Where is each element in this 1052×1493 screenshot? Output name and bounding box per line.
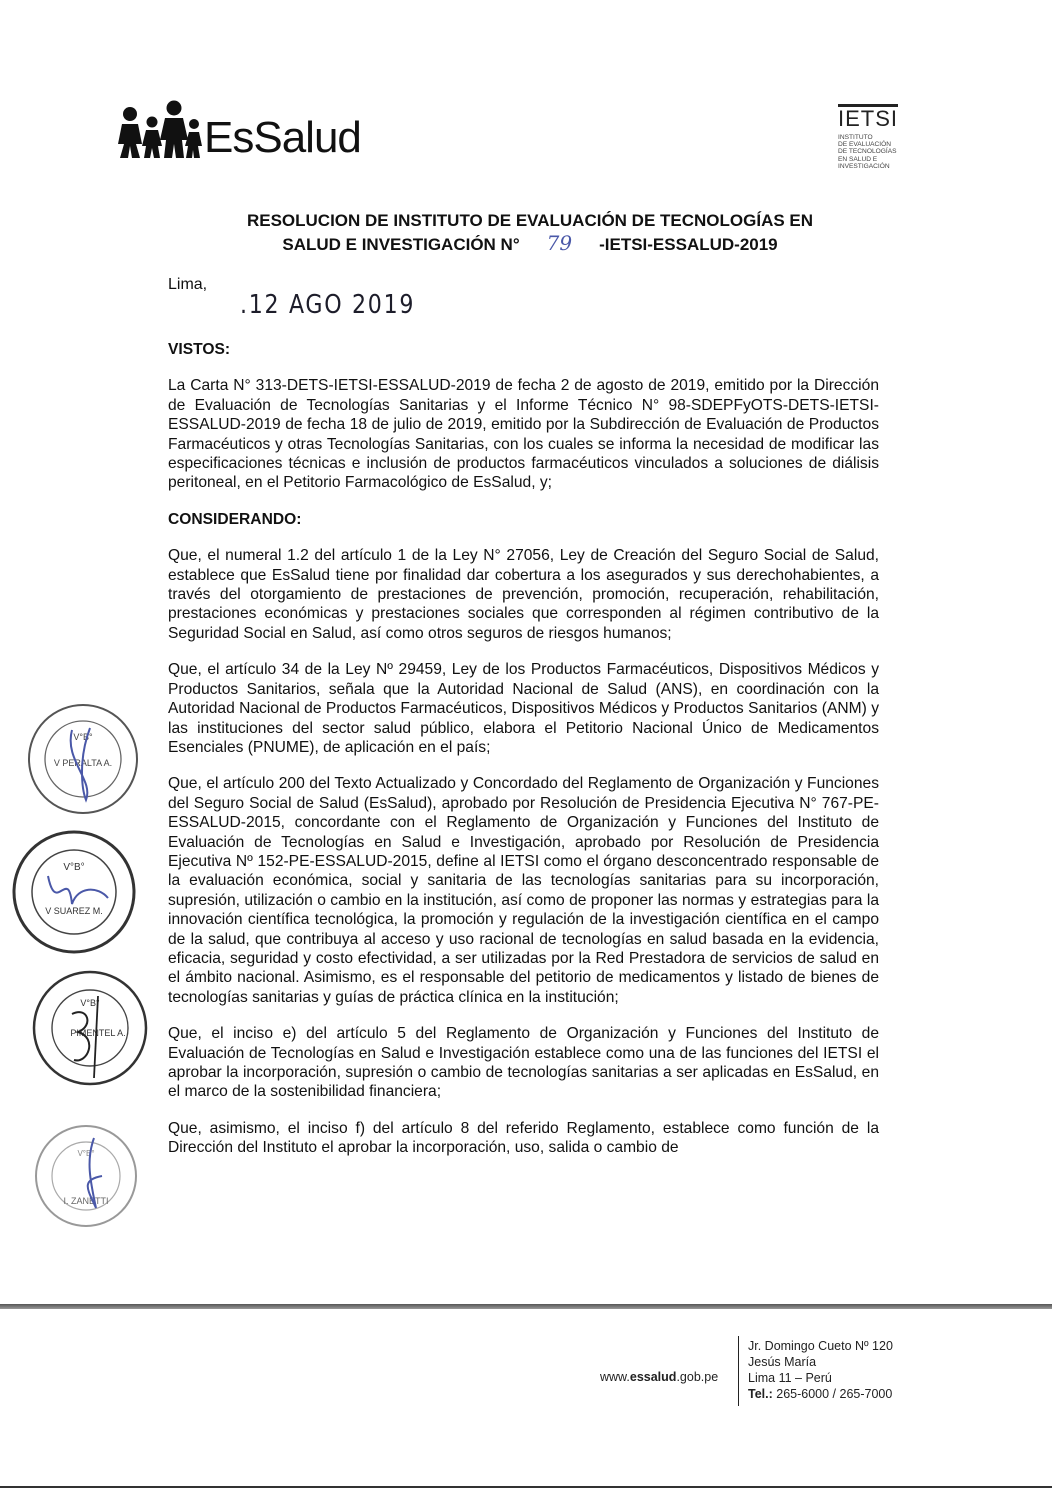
page-bottom-edge xyxy=(0,1486,1052,1488)
title-line-1: RESOLUCION DE INSTITUTO DE EVALUACIÓN DE TECNOLOGÍAS EN xyxy=(246,211,814,230)
seal-stamp-icon xyxy=(30,1120,142,1232)
title-line-2: SALUD E INVESTIGACIÓN N° 79 -IETSI-ESSALUD-2019 xyxy=(282,231,778,255)
essalud-logo xyxy=(118,100,361,160)
family-figures-icon xyxy=(118,100,202,160)
ietsi-logo xyxy=(838,104,918,170)
seal-stamp-icon xyxy=(28,966,152,1090)
svg-text:V PERALTA A.: V PERALTA A. xyxy=(53,758,113,768)
resolution-title xyxy=(120,210,940,256)
approval-seal-2 xyxy=(8,826,140,958)
seal-stamp-icon xyxy=(8,826,140,958)
footer-rule xyxy=(0,1304,1052,1309)
vistos-paragraph: La Carta N° 313-DETS-IETSI-ESSALUD-2019 de fecha 2 de agosto de 2019, emitido por la Dirección de Evaluación de Tecnologías Sanitarias y el Informe Técnico N° 98-SDEPFyOTS-DETS-IETSI-ESSALUD-2019 de fecha 18 de julio de 2019, emitido por la Subdirección de Evaluación de Productos Farmacéuticos y otras Tecnologías Sanitarias, con los cuales se informa la necesidad de modificar las especificaciones técnicas e inclusión de productos farmacéuticos vinculados a soluciones de diálisis peritoneal, en el Petitorio Farmacológico de EsSalud, y; xyxy=(168,377,879,492)
vistos-heading: VISTOS: xyxy=(168,341,231,358)
approval-seal-4 xyxy=(30,1120,142,1232)
footer-divider xyxy=(738,1336,739,1406)
approval-seal-3 xyxy=(28,966,152,1090)
essalud-wordmark: EsSalud xyxy=(204,113,361,162)
date-stamp: .12 AGO 2019 xyxy=(240,290,416,320)
footer-website[interactable]: www.essalud.gob.pe xyxy=(600,1370,719,1384)
approval-seal-1 xyxy=(24,700,142,818)
handwritten-resolution-number: 79 xyxy=(546,231,573,255)
svg-text:V°B°: V°B° xyxy=(63,862,85,873)
considerando-paragraph-2: Que, el artículo 34 de la Ley Nº 29459, Ley de los Productos Farmacéuticos, Dispositivos Médicos y Productos Sanitarios, señala que la Autoridad Nacional de Salud (ANS), en coordinación con la Autoridad Nacional de Productos Farmacéuticos, Dispositivos Médicos y Productos Sanitarios (ANM) y las instituciones del sector salud público, elabora el Petitorio Nacional Único de Medicamentos Esenciales (PNUME), de aplicación en el país; xyxy=(168,661,879,756)
svg-text:V°B°: V°B° xyxy=(77,1149,95,1158)
svg-text:V SUAREZ M.: V SUAREZ M. xyxy=(45,906,103,916)
considerando-paragraph-3: Que, el artículo 200 del Texto Actualizado y Concordado del Reglamento de Organización y Funciones del Seguro Social de Salud (EsSalud), aprobado por Resolución de Presidencia Ejecutiva N° 767-PE-ESSALUD-2015, concordante con el Reglamento de Organización y Funciones del Instituto de Evaluación de Tecnologías en Salud e Investigación, aprobado por Resolución de Presidencia Ejecutiva Nº 152-PE-ESSALUD-2015, define al IETSI como el órgano desconcentrado responsable de la evaluación económica, social y sanitaria de las tecnologías sanitarias para su incorporación, supresión, utilización o cambio en la institución, así como de proponer las normas y estrategias para la innovación científica tecnológica, la promoción y regulación de la investigación científica en el campo de la salud, que contribuya al acceso y uso racional de tecnologías en salud basada en la evidencia, eficacia, seguridad y costo efectividad, a ser utilizadas por la Red Prestadora de servicios de salud en el ámbito nacional. Asimismo, es el responsable del petitorio de medicamentos y listado de bienes de tecnologías sanitarias y guías de práctica clínica en la institución; xyxy=(168,775,879,1006)
svg-text:V°B°: V°B° xyxy=(80,998,100,1008)
footer-address: Jr. Domingo Cueto Nº 120 Jesús María Lima 11 – Perú Tel.: 265-6000 / 265-7000 xyxy=(748,1339,893,1401)
considerando-paragraph-5: Que, asimismo, el inciso f) del artículo 8 del referido Reglamento, establece como función de la Dirección del Instituto el aprobar la incorporación, uso, salida o cambio de xyxy=(168,1119,879,1157)
footer-phone: Tel.: 265-6000 / 265-7000 xyxy=(748,1387,893,1401)
considerando-paragraph-1: Que, el numeral 1.2 del artículo 1 de la Ley N° 27056, Ley de Creación del Seguro Social de Salud, establece que EsSalud tiene por finalidad dar cobertura a los asegurados y sus derechohabientes, a través del otorgamiento de prestaciones de prevención, promoción, recuperación, rehabilitación, prestaciones económicas y prestaciones sociales que corresponden al régimen contributivo de la Seguridad Social en Salud, así como otros seguros de riesgos humanos; xyxy=(168,547,879,642)
svg-text:PIMENTEL A.: PIMENTEL A. xyxy=(70,1028,126,1038)
document-body xyxy=(168,340,879,1175)
seal-stamp-icon xyxy=(24,700,142,818)
ietsi-mark: IETSI xyxy=(838,106,899,131)
svg-text:I. ZANETTI: I. ZANETTI xyxy=(63,1196,109,1206)
ietsi-subtitle: INSTITUTO DE EVALUACIÓN DE TECNOLOGÍAS EN SALUD E INVESTIGACIÓN xyxy=(838,134,897,170)
considerando-paragraph-4: Que, el inciso e) del artículo 5 del Reglamento de Organización y Funciones del Instituto de Evaluación de Tecnologías en Salud e Investigación establece como una de las funciones del IETSI el aprobar la incorporación, supresión o cambio de tecnologías sanitarias a ser aplicadas en EsSalud, en el marco de la sostenibilidad financiera; xyxy=(168,1025,879,1101)
place-label: Lima, xyxy=(168,276,208,293)
considerando-heading: CONSIDERANDO: xyxy=(168,510,302,528)
svg-text:V°B°: V°B° xyxy=(73,732,93,742)
